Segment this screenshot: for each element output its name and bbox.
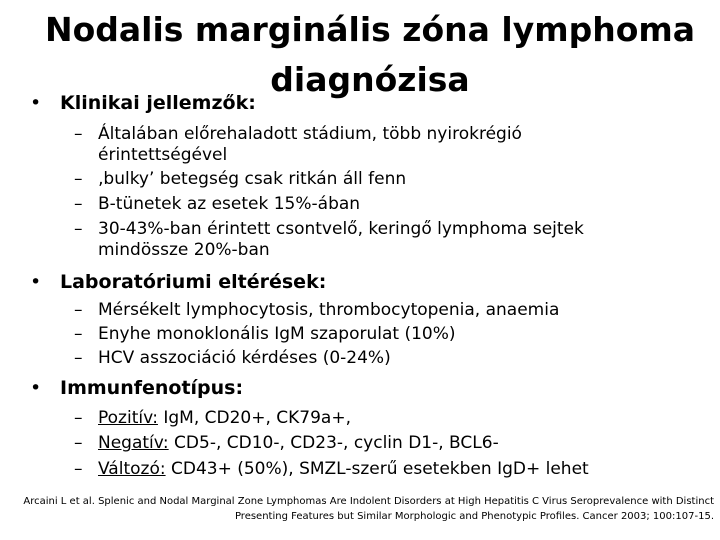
dash-icon: – (74, 324, 83, 344)
list-item-text: Enyhe monoklonális IgM szaporulat (10%) (98, 324, 456, 344)
dash-icon: – (74, 219, 83, 239)
title-line-1: Nodalis marginális zóna lymphoma (44, 10, 696, 49)
bullet-icon: • (30, 271, 42, 293)
dash-icon: – (74, 348, 83, 368)
section-heading-clinical (30, 92, 256, 114)
list-item-label: Változó: (98, 459, 166, 479)
dash-icon: – (74, 194, 83, 214)
list-item (74, 169, 406, 190)
list-item-continuation: érintettségével (98, 145, 228, 165)
dash-icon: – (74, 300, 83, 320)
list-item (74, 300, 559, 321)
list-item-label: Pozitív: (98, 408, 158, 428)
dash-icon: – (74, 169, 83, 189)
list-item (74, 459, 589, 480)
bullet-icon: • (30, 92, 42, 114)
list-item (74, 219, 584, 261)
title-line-2: diagnózisa (270, 60, 470, 99)
list-item (74, 324, 456, 345)
list-item-text: ‚bulky’ betegség csak ritkán áll fenn (98, 169, 407, 189)
section-heading-text: Laboratóriumi eltérések: (60, 271, 327, 293)
list-item (74, 408, 351, 429)
section-heading-laboratory (30, 271, 326, 293)
list-item-label: Negatív: (98, 433, 169, 453)
reference-citation (23, 494, 714, 524)
list-item (74, 124, 522, 166)
list-item-text: CD43+ (50%), SMZL-szerű esetekben IgD+ lehet (165, 459, 589, 479)
list-item-text: IgM, CD20+, CK79a+, (157, 408, 351, 428)
list-item-continuation: mindössze 20%-ban (98, 240, 270, 260)
list-item (74, 194, 360, 215)
reference-line-2: Presenting Features but Similar Morphologic and Phenotypic Profiles. Cancer 2003; 100:107-15. (234, 511, 714, 522)
list-item-text: B-tünetek az esetek 15%-ában (98, 194, 361, 214)
bullet-icon: • (30, 377, 42, 399)
section-heading-text: Klinikai jellemzők: (60, 92, 256, 114)
list-item-text: Mérsékelt lymphocytosis, thrombocytopenia, anaemia (98, 300, 560, 320)
reference-line-1: Arcaini L et al. Splenic and Nodal Marginal Zone Lymphomas Are Indolent Disorders at High Hepatitis C Virus Seroprevalence with Distinct (23, 496, 714, 507)
dash-icon: – (74, 459, 83, 479)
dash-icon: – (74, 433, 83, 453)
list-item-text: CD5-, CD10-, CD23-, cyclin D1-, BCL6- (168, 433, 499, 453)
list-item-text: HCV asszociáció kérdéses (0-24%) (98, 348, 391, 368)
list-item (74, 348, 391, 369)
dash-icon: – (74, 408, 83, 428)
list-item-text: 30-43%-ban érintett csontvelő, keringő lymphoma sejtek (98, 219, 584, 239)
section-heading-text: Immunfenotípus: (60, 377, 244, 399)
list-item (74, 433, 499, 454)
section-heading-immunophenotype (30, 377, 243, 399)
list-item-text: Általában előrehaladott stádium, több nyirokrégió (98, 124, 522, 144)
dash-icon: – (74, 124, 83, 144)
